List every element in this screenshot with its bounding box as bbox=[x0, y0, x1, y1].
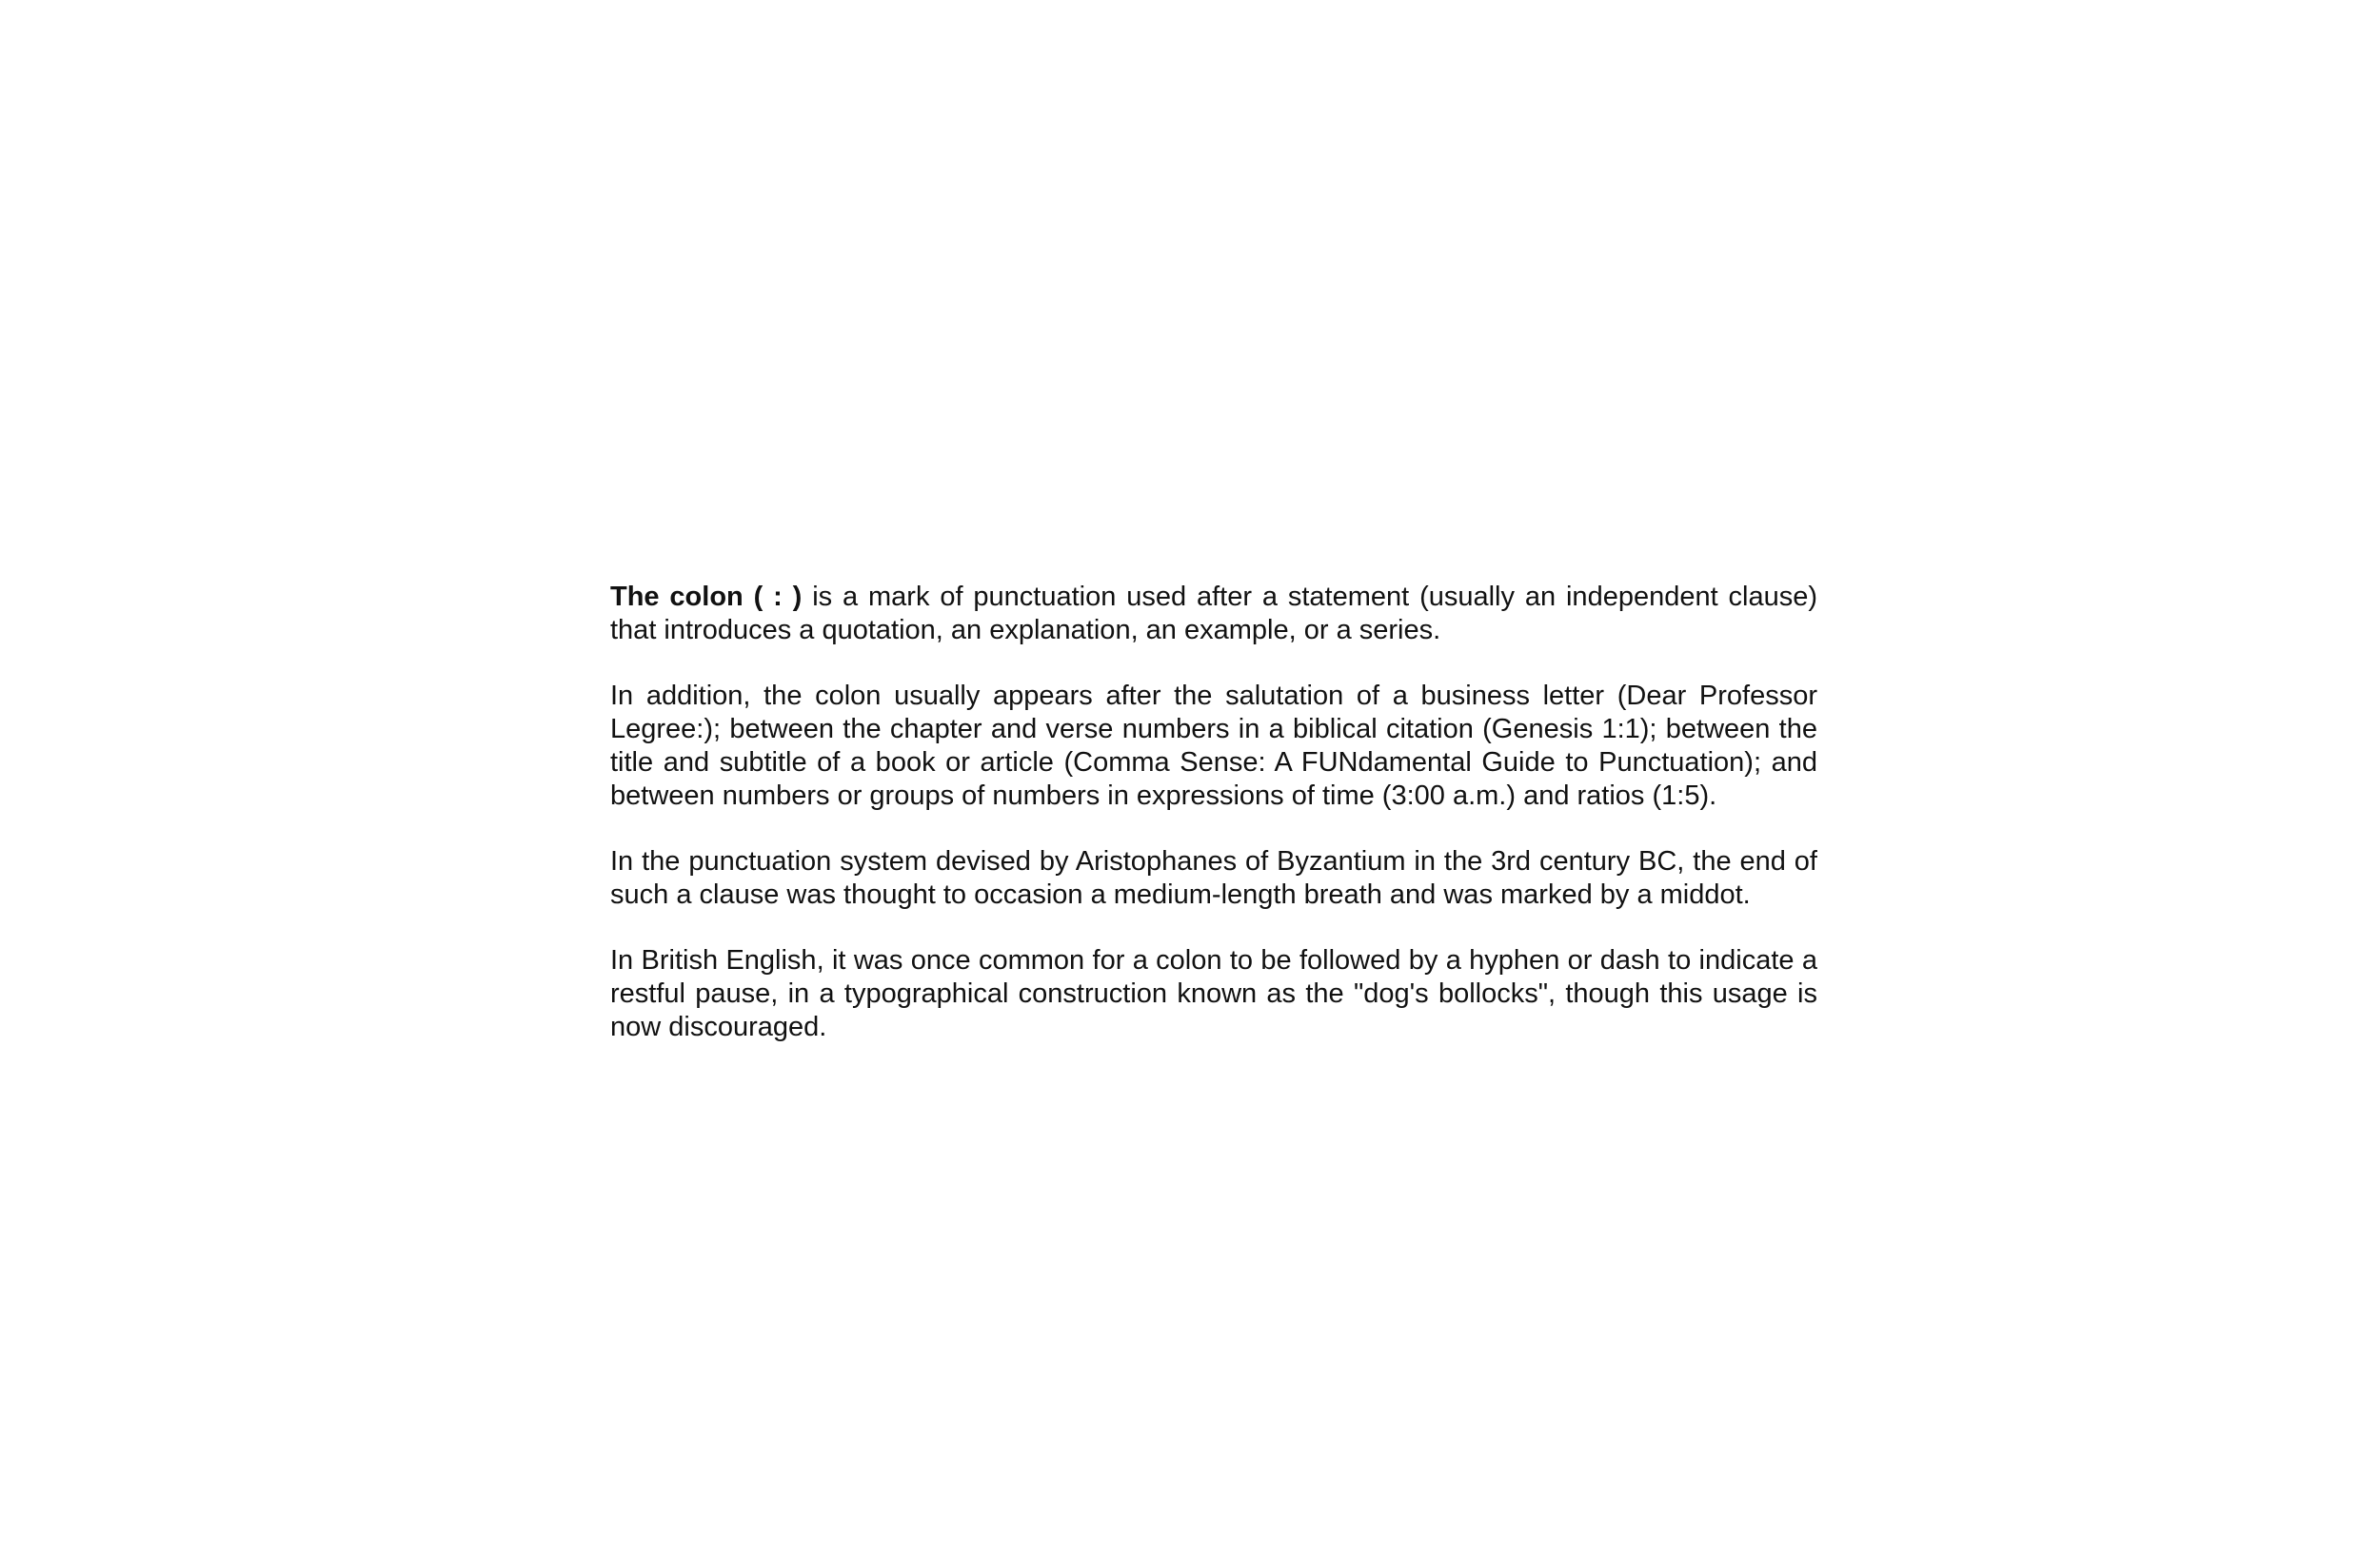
paragraph-british-english: In British English, it was once common for a colon to be followed by a hyphen or dash to indicate a restful pause, in a typographical construction known as the "dog's bollocks", though this usage is now discouraged. bbox=[610, 945, 1817, 1042]
document-text-block bbox=[610, 581, 1817, 1044]
paragraph-usage: In addition, the colon usually appears after the salutation of a business letter (Dear Professor Legree:); between the chapter and verse numbers in a biblical citation (Genesis 1:1); between the title and subtitle of a book or article (Comma Sense: A FUNdamental Guide to Punctuation); and between numbers or groups of numbers in expressions of time (3:00 a.m.) and ratios (1:5). bbox=[610, 681, 1817, 811]
paragraph-history: In the punctuation system devised by Aristophanes of Byzantium in the 3rd century BC, the end of such a clause was thought to occasion a medium-length breath and was marked by a middot. bbox=[610, 846, 1817, 910]
paragraph-definition-text: is a mark of punctuation used after a statement (usually an independent clause) that introduces a quotation, an explanation, an example, or a series. bbox=[610, 582, 1818, 645]
lead-term: The colon ( : ) bbox=[610, 582, 803, 612]
paragraph-definition bbox=[610, 581, 1817, 647]
